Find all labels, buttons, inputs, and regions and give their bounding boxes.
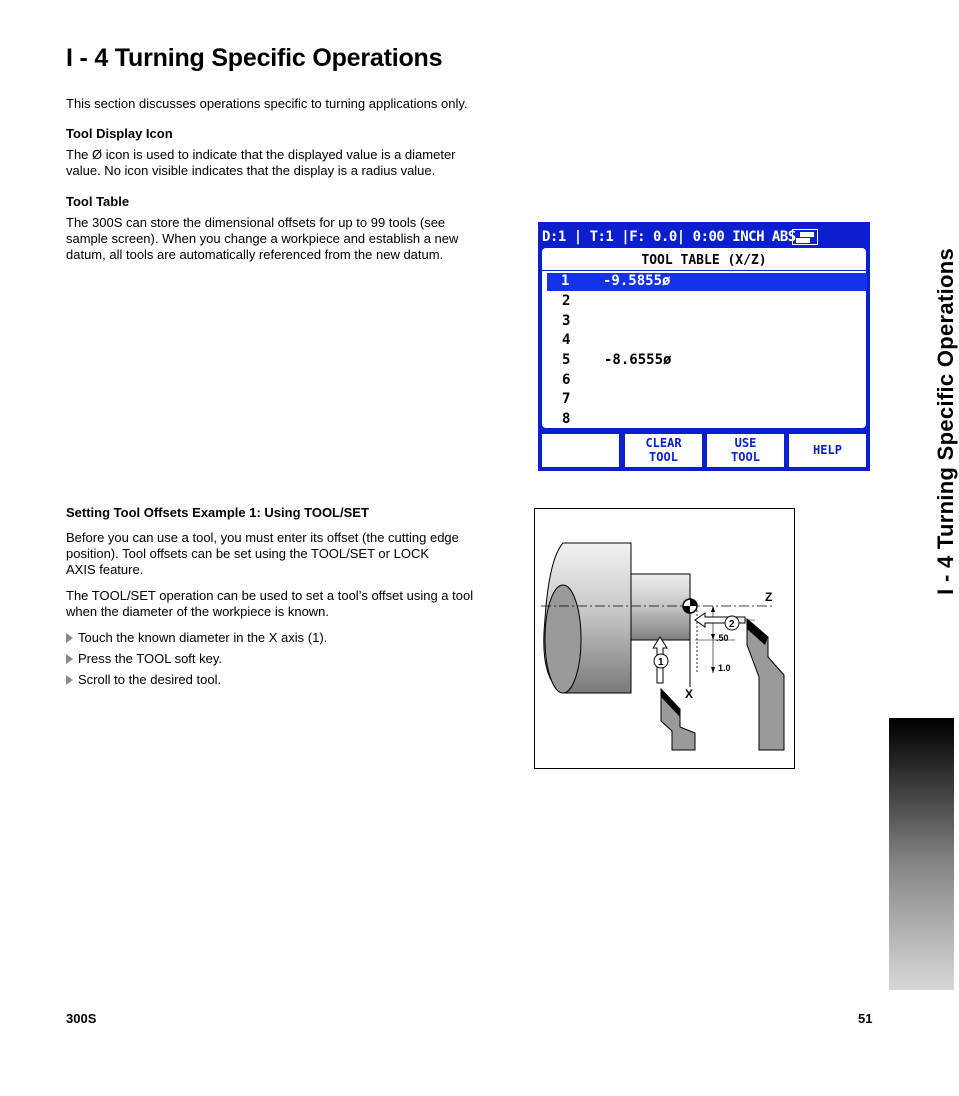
text-line: Before you can use a tool, you must enter its offset (the cutting edge [66, 530, 459, 545]
status-bar: D:1 | T:1 |F: 0.0| 0:00 INCH ABS [542, 229, 796, 245]
text-line: The TOOL/SET operation can be used to set a tool’s offset using a tool [66, 588, 474, 603]
text-line: The Ø icon is used to indicate that the displayed value is a diameter [66, 147, 456, 162]
tool-display-icon-text [66, 147, 516, 179]
x-axis-label: X [685, 687, 694, 701]
tool-row[interactable]: 5 -8.6555ø [562, 352, 672, 368]
example-heading: Setting Tool Offsets Example 1: Using TOOL/SET [66, 505, 369, 520]
page-title: I - 4 Turning Specific Operations [66, 44, 443, 72]
tool-display-icon-heading: Tool Display Icon [66, 126, 173, 141]
text-line: sample screen). When you change a workpiece and establish a new [66, 231, 459, 246]
tool-row[interactable]: 4 [562, 332, 571, 348]
tool-table-heading: Tool Table [66, 194, 130, 209]
intro-text: This section discusses operations specific to turning applications only. [66, 96, 468, 111]
callout-1-label: 1 [658, 657, 664, 668]
bullet-item: Press the TOOL soft key. [66, 651, 222, 667]
side-tab-title: I - 4 Turning Specific Operations [933, 248, 958, 595]
page-number: 51 [858, 1011, 873, 1026]
callout-2-label: 2 [729, 619, 735, 630]
tool-row[interactable]: 8 [562, 411, 571, 427]
chapter-tab-gradient [889, 718, 954, 990]
clear-tool-softkey[interactable]: CLEAR TOOL [625, 434, 702, 467]
dimension-050-label: .50 [716, 633, 729, 643]
lathe-illustration [535, 509, 794, 768]
help-softkey[interactable]: HELP [789, 434, 866, 467]
panel-title: TOOL TABLE (X/Z) [641, 253, 767, 268]
text-line: when the diameter of the workpiece is known. [66, 604, 330, 619]
dimension-10-label: 1.0 [718, 663, 731, 673]
triangle-bullet-icon [66, 675, 73, 685]
footer-product: 300S [66, 1011, 97, 1026]
text-line: datum, all tools are automatically referenced from the new datum. [66, 247, 444, 262]
triangle-bullet-icon [66, 633, 73, 643]
tool-table-screen [538, 222, 870, 471]
tool-row[interactable]: 7 [562, 391, 571, 407]
text-line: The 300S can store the dimensional offsets for up to 99 tools (see [66, 215, 446, 230]
z-axis-label: Z [765, 590, 773, 604]
tool-row[interactable]: 6 [562, 372, 571, 388]
triangle-bullet-icon [66, 654, 73, 664]
turning-diagram [534, 508, 795, 769]
bullet-item: Touch the known diameter in the X axis (1). [66, 630, 327, 646]
example-paragraph-1 [66, 530, 516, 578]
tool-table-text [66, 215, 516, 263]
text-line: position). Tool offsets can be set using the TOOL/SET or LOCK [66, 546, 429, 561]
text-line: value. No icon visible indicates that the display is a radius value. [66, 163, 436, 178]
bullet-item: Scroll to the desired tool. [66, 672, 221, 688]
window-icon [792, 229, 818, 245]
tool-table-panel [542, 248, 866, 428]
text-line: AXIS feature. [66, 562, 144, 577]
tool-row[interactable]: 1 -9.5855ø [547, 273, 867, 291]
use-tool-softkey[interactable]: USE TOOL [707, 434, 784, 467]
tool-row[interactable]: 2 [562, 293, 571, 309]
tool-row[interactable]: 3 [562, 313, 571, 329]
softkey-blank[interactable] [542, 434, 619, 467]
example-paragraph-2 [66, 588, 516, 620]
